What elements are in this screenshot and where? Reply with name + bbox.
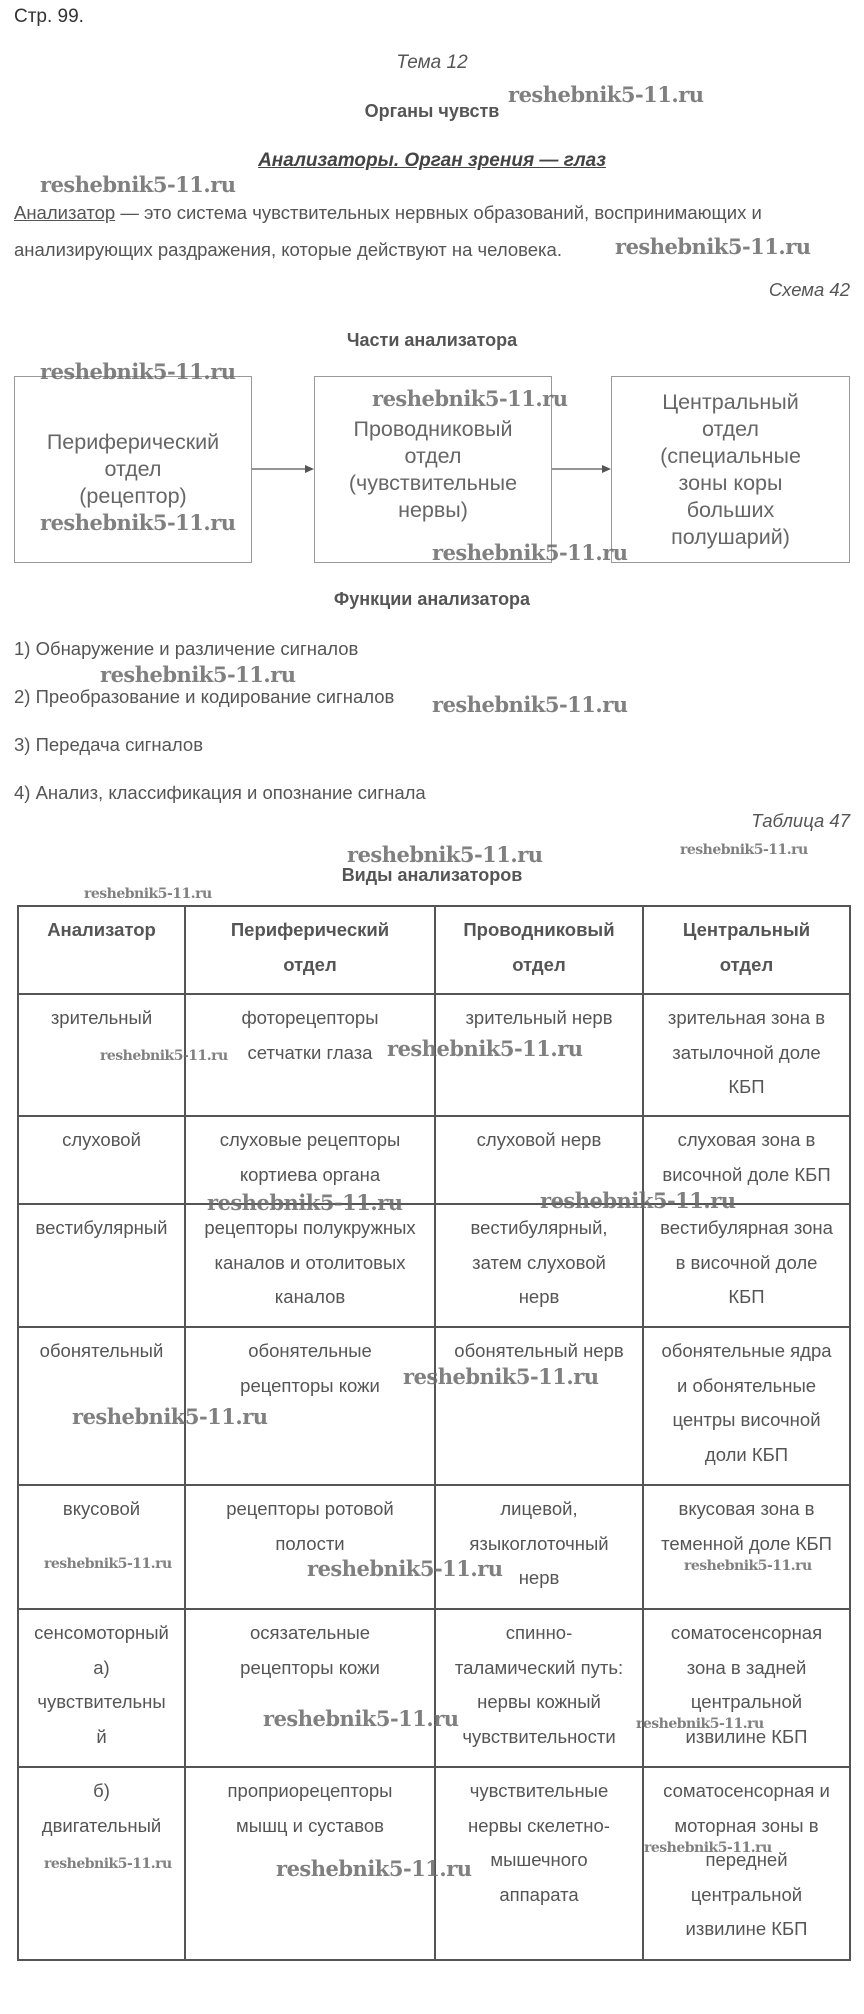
watermark: reshebnik5-11.ru	[263, 1706, 459, 1731]
table-label: Таблица 47	[751, 810, 850, 831]
text-line: фоторецепторы	[241, 1007, 379, 1028]
text-line: лицевой,	[500, 1498, 578, 1519]
text-line: б)	[93, 1780, 110, 1801]
watermark: reshebnik5-11.ru	[347, 842, 543, 867]
text-line: отдел	[512, 953, 566, 975]
table-row	[18, 1609, 850, 1767]
table-cell	[435, 1609, 643, 1767]
text-line: чувствительные	[469, 1780, 609, 1801]
page-number: Стр. 99.	[14, 6, 84, 27]
text-line: аппарата	[499, 1883, 579, 1905]
text-line: Периферический	[46, 430, 220, 454]
text-line: моторная зоны в	[674, 1814, 819, 1836]
text-line: нерв	[518, 1567, 560, 1588]
text-line: теменной доле КБП	[661, 1532, 832, 1554]
text-line: вкусовая зона в	[678, 1498, 815, 1519]
text-line: извилине КБП	[685, 1725, 808, 1747]
text-line: затылочной доле	[672, 1041, 821, 1063]
watermark: reshebnik5-11.ru	[615, 234, 811, 259]
text-line: Анализатор	[47, 919, 156, 940]
table-cell	[18, 1609, 185, 1767]
text-line: центральной	[690, 1883, 803, 1905]
text-line: слуховой нерв	[476, 1129, 602, 1150]
watermark: reshebnik5-11.ru	[276, 1856, 472, 1881]
text-line: (чувствительные	[348, 470, 518, 495]
text-line: обонятельные	[248, 1340, 372, 1361]
watermark: reshebnik5-11.ru	[432, 540, 628, 565]
topic-label: Тема 12	[396, 52, 468, 73]
watermark: reshebnik5-11.ru	[508, 82, 704, 107]
header-cell	[435, 906, 643, 994]
text-line: отдел	[702, 416, 759, 441]
watermark: reshebnik5-11.ru	[680, 842, 808, 858]
text-line: доли КБП	[704, 1443, 789, 1465]
definition-text-1: — это система чувствительных нервных образований, воспринимающих и	[115, 202, 762, 223]
table-cell	[643, 1327, 850, 1485]
table-cell	[185, 1485, 435, 1609]
text-line: проприорецепторы	[227, 1780, 393, 1801]
table-row	[18, 1485, 850, 1609]
text-line: отдел	[719, 953, 774, 975]
text-line: двигательный	[41, 1814, 162, 1836]
function-item: 3) Передача сигналов	[14, 734, 204, 755]
text-line: Проводниковый	[353, 416, 513, 441]
text-line: вкусовой	[62, 1498, 141, 1519]
table-row	[18, 1204, 850, 1327]
watermark: reshebnik5-11.ru	[40, 359, 236, 384]
text-line: Центральный	[662, 389, 799, 414]
text-line: центральной	[690, 1691, 803, 1712]
table-cell	[643, 1204, 850, 1327]
watermark: reshebnik5-11.ru	[307, 1556, 503, 1581]
text-line: Центральный	[682, 919, 811, 940]
text-line: вестибулярный	[35, 1217, 168, 1238]
watermark: reshebnik5-11.ru	[40, 510, 236, 535]
text-line: зоны коры	[678, 470, 783, 495]
text-line: в височной доле	[675, 1251, 818, 1273]
text-line: нервы)	[398, 497, 468, 522]
text-line: рецепторы ротовой	[226, 1498, 394, 1519]
text-line: рецепторы полукружных	[204, 1217, 416, 1238]
text-line: и обонятельные	[676, 1374, 817, 1396]
text-line: осязательные	[249, 1622, 371, 1643]
text-line: таламический путь:	[454, 1656, 624, 1678]
text-line: вестибулярная зона	[660, 1217, 833, 1238]
text-line: полости	[275, 1532, 345, 1554]
watermark: reshebnik5-11.ru	[432, 692, 628, 717]
text-line: зрительный	[50, 1007, 153, 1028]
text-line: центры височной	[672, 1409, 821, 1430]
text-line: Периферический	[230, 919, 390, 940]
text-line: зрительный нерв	[465, 1007, 613, 1028]
function-item: 1) Обнаружение и различение сигналов	[14, 638, 359, 659]
scheme-title: Части анализатора	[346, 330, 518, 350]
table-title: Виды анализаторов	[341, 865, 523, 885]
header-cell	[18, 906, 185, 994]
watermark: reshebnik5-11.ru	[403, 1364, 599, 1389]
functions-title: Функции анализатора	[333, 589, 531, 609]
text-line: нервы скелетно-	[468, 1814, 610, 1836]
watermark: reshebnik5-11.ru	[684, 1558, 812, 1574]
text-line: соматосенсорная и	[663, 1780, 830, 1801]
text-line: отдел	[104, 457, 162, 481]
text-line: височной доле КБП	[662, 1163, 831, 1185]
definition-term: Анализатор	[14, 202, 116, 223]
text-line: извилине КБП	[685, 1918, 808, 1939]
text-line: а)	[93, 1656, 110, 1678]
text-line: обонятельный нерв	[454, 1340, 624, 1361]
watermark: reshebnik5-11.ru	[636, 1716, 764, 1732]
text-line: Проводниковый	[463, 919, 615, 940]
text-line: каналов и отолитовых	[214, 1251, 406, 1273]
section-title: Органы чувств	[364, 101, 500, 121]
text-line: спинно-	[505, 1622, 573, 1643]
header-cell	[643, 906, 850, 994]
watermark: reshebnik5-11.ru	[100, 662, 296, 687]
text-line: обонятельный	[39, 1340, 164, 1361]
table-header-row	[18, 906, 850, 994]
text-line: чувствительности	[462, 1725, 616, 1747]
arrow-1	[252, 465, 314, 473]
scheme-label: Схема 42	[768, 279, 850, 300]
text-line: сенсомоторный	[34, 1622, 169, 1643]
text-line: зрительная зона в	[667, 1007, 826, 1028]
text-line: больших	[686, 497, 775, 522]
text-line: КБП	[728, 1286, 765, 1307]
arrow-2	[552, 465, 611, 473]
text-line: нервы кожный	[477, 1691, 601, 1712]
text-line: отдел	[404, 443, 462, 468]
text-line: (рецептор)	[79, 484, 187, 508]
text-line: вестибулярный,	[470, 1217, 608, 1238]
table-cell	[435, 1327, 643, 1485]
watermark: reshebnik5-11.ru	[40, 172, 236, 197]
table-cell	[435, 1485, 643, 1609]
table-cell	[643, 1609, 850, 1767]
subtitle: Анализаторы. Орган зрения — глаз	[258, 150, 606, 171]
text-line: мышечного	[490, 1849, 588, 1870]
table-cell	[643, 1767, 850, 1960]
text-line: слуховая зона в	[677, 1129, 816, 1150]
text-line: й	[96, 1725, 107, 1747]
table-cell	[18, 1485, 185, 1609]
text-line: рецепторы кожи	[240, 1374, 380, 1396]
definition-text-2: анализирующих раздражения, которые действуют на человека.	[14, 239, 562, 260]
text-line: слуховые рецепторы	[219, 1129, 401, 1150]
table-cell	[18, 1204, 185, 1327]
text-line: обонятельные ядра	[661, 1340, 832, 1361]
watermark: reshebnik5-11.ru	[372, 386, 568, 411]
text-line: отдел	[283, 953, 337, 975]
text-line: нерв	[518, 1286, 560, 1307]
header-cell	[185, 906, 435, 994]
text-line: сетчатки глаза	[247, 1041, 373, 1063]
watermark: reshebnik5-11.ru	[387, 1036, 583, 1061]
text-line: рецепторы кожи	[240, 1656, 380, 1678]
watermark: reshebnik5-11.ru	[44, 1556, 172, 1572]
watermark: reshebnik5-11.ru	[72, 1404, 268, 1429]
table-cell	[185, 1609, 435, 1767]
watermark: reshebnik5-11.ru	[644, 1840, 772, 1856]
table-cell	[643, 994, 850, 1116]
watermark: reshebnik5-11.ru	[540, 1188, 736, 1213]
text-line: зона в задней	[686, 1656, 807, 1678]
text-line: КБП	[728, 1076, 765, 1097]
function-item: 4) Анализ, классификация и опознание сигнала	[14, 782, 426, 803]
text-line: соматосенсорная	[670, 1622, 823, 1643]
text-line: полушарий)	[671, 524, 790, 549]
table-cell	[643, 1485, 850, 1609]
text-line: чувствительны	[37, 1691, 166, 1712]
watermark: reshebnik5-11.ru	[84, 886, 212, 902]
table-cell	[435, 1204, 643, 1327]
text-line: затем слуховой	[472, 1251, 606, 1273]
text-line: кортиева органа	[239, 1163, 381, 1185]
text-line: передней	[705, 1849, 788, 1870]
table-cell	[18, 1116, 185, 1204]
text-line: мышц и суставов	[236, 1814, 384, 1836]
watermark: reshebnik5-11.ru	[100, 1048, 228, 1064]
watermark: reshebnik5-11.ru	[207, 1190, 403, 1215]
text-line: слуховой	[62, 1129, 141, 1150]
table-cell	[185, 1204, 435, 1327]
text-line: каналов	[274, 1286, 346, 1307]
text-line: (специальные	[660, 443, 801, 468]
function-item: 2) Преобразование и кодирование сигналов	[14, 686, 395, 707]
watermark: reshebnik5-11.ru	[44, 1856, 172, 1872]
text-line: языкоглоточный	[469, 1532, 609, 1554]
